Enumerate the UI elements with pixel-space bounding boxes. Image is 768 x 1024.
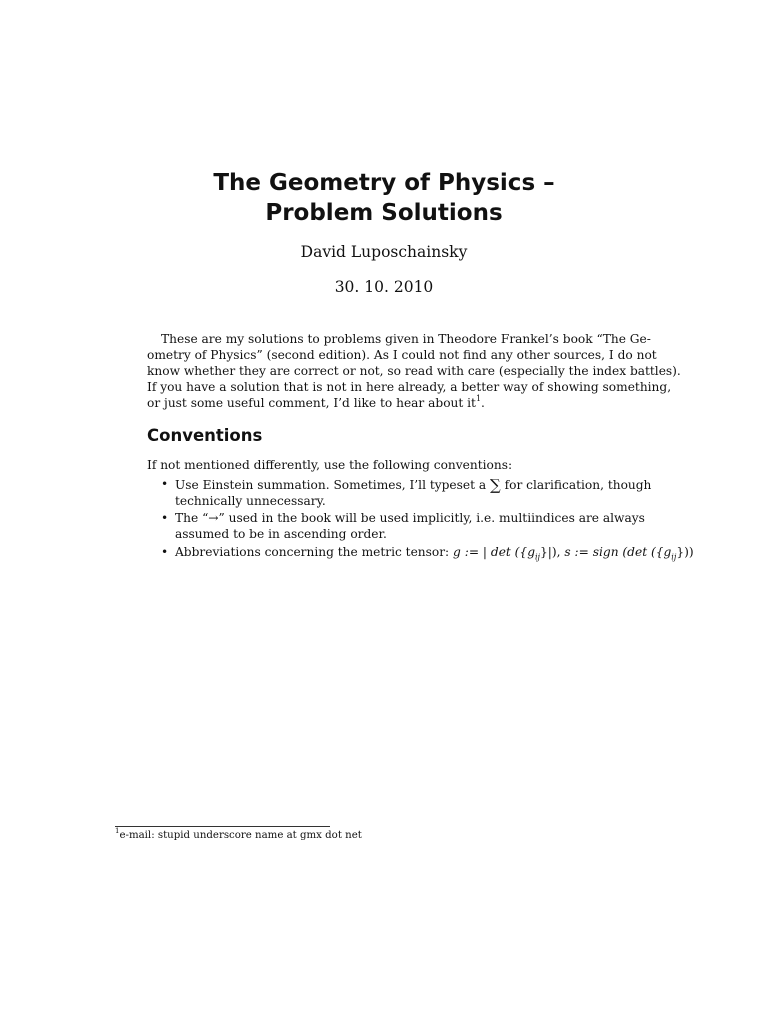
footnote-mark: 1	[115, 826, 120, 835]
math-subscript: ij	[535, 552, 541, 562]
list-item-text-part: technically unnecessary.	[175, 494, 326, 508]
abstract-line: These are my solutions to problems given in Theodore Frankel’s book “The Ge-	[161, 332, 651, 346]
list-item-text	[175, 544, 694, 560]
abstract-paragraph	[147, 331, 681, 411]
abstract-line-text: or just some useful comment, I’d like to hear about it	[147, 396, 476, 410]
list-item-text-part: Use Einstein summation. Sometimes, I’ll typeset a	[175, 478, 491, 492]
bullet-marker: •	[161, 477, 169, 491]
list-item-text-part: for clarification, though	[500, 478, 652, 492]
section-heading-conventions: Conventions	[147, 426, 263, 445]
list-item-text-part: The “→” used in the book will be used implicitly, i.e. multiindices are always	[175, 511, 645, 525]
abstract-line: If you have a solution that is not in here already, a better way of showing something,	[147, 380, 672, 394]
math-formula: }))	[676, 545, 694, 559]
footnote-reference[interactable]: 1	[475, 393, 482, 403]
abstract-line: ometry of Physics” (second edition). As I could not find any other sources, I do not	[147, 348, 657, 362]
abstract-line: know whether they are correct or not, so read with care (especially the index battles).	[147, 364, 681, 378]
list-item-text-part: Abbreviations concerning the metric tensor:	[175, 545, 454, 559]
math-subscript: ij	[671, 552, 677, 562]
math-formula: }|),	[540, 545, 565, 559]
document-title-line1: The Geometry of Physics –	[213, 170, 555, 196]
math-formula: s := sign (det ({g	[564, 545, 672, 559]
summation-symbol: ∑	[490, 476, 501, 494]
document-title-line2: Problem Solutions	[265, 200, 503, 226]
footnote-text: e-mail: stupid underscore name at gmx dot net	[119, 830, 362, 841]
abstract-line-last	[147, 395, 621, 411]
bullet-marker: •	[161, 545, 169, 559]
conventions-intro: If not mentioned differently, use the following conventions:	[147, 458, 513, 472]
author-name: David Luposchainsky	[300, 243, 468, 261]
list-item-text	[175, 476, 651, 509]
math-formula: g := | det ({g	[453, 545, 535, 559]
document-date: 30. 10. 2010	[334, 278, 434, 296]
abstract-end-punct: .	[481, 396, 485, 410]
bullet-marker: •	[161, 511, 169, 525]
footnote	[115, 826, 362, 841]
footnote-divider	[115, 826, 330, 827]
list-item-text	[175, 510, 645, 542]
list-item-text-part: assumed to be in ascending order.	[175, 527, 387, 541]
